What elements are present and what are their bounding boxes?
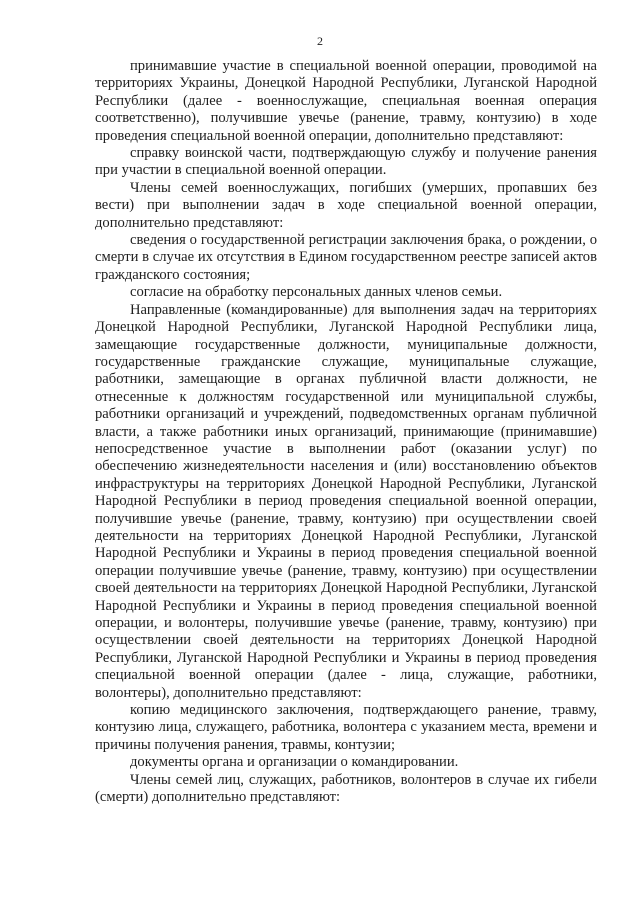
paragraph-family-members: Члены семей военнослужащих, погибших (умерших, пропавших без вести) при выполнении задач в ходе специальной военной операции, дополнительно представляют: <box>95 179 597 231</box>
paragraph-seconded-persons: Направленные (командированные) для выполнения задач на территориях Донецкой Народной Республики, Луганской Народной Республики лица, замещающие государственные должности, муниципальные должности, государственные гражданские служащие, муниципальные служащие, работники, замещающие в органах публичной власти должности, не отнесенные к должностям государственной или муниципальной службы, работники организаций и учреждений, подведомственных органам публичной власти, а также работники иных организаций, принимающие (принимавшие) непосредственное участие в выполнении работ (оказании услуг) по обеспечению жизнедеятельности населения и (или) восстановлению объектов инфраструктуры на территориях Донецкой Народной Республики, Луганской Народной Республики в период проведения специальной военной операции, получившие увечье (ранение, травму, контузию) при осуществлении своей деятельности на территориях Донецкой Народной Республики, Луганской Народной Республики и Украины в период проведения специальной военной операции получившие увечье (ранение, травму, контузию) при осуществлении своей деятельности на территориях Донецкой Народной Республики, Луганской Народной Республики и Украины в период проведения специальной военной операции, и волонтеры, получившие увечье (ранение, травму, контузию) при осуществлении своей деятельности на территориях Донецкой Народной Республики, Луганской Народной Республики и Украины в период проведения специальной военной операции (далее - лица, служащие, работники, волонтеры), дополнительно представляют: <box>95 301 597 701</box>
paragraph-families-of-deceased: Члены семей лиц, служащих, работников, волонтеров в случае их гибели (смерти) дополнительно представляют: <box>95 771 597 806</box>
document-body <box>95 58 597 806</box>
page-number: 2 <box>317 34 323 48</box>
paragraph-secondment-documents: документы органа и организации о командировании. <box>130 754 459 771</box>
paragraph-civil-registry: сведения о государственной регистрации заключения брака, о рождении, о смерти в случае их отсутствия в Едином государственном реестре записей актов гражданского состояния; <box>95 232 597 283</box>
paragraph-medical-report: копию медицинского заключения, подтверждающего ранение, травму, контузию лица, служащего, работника, волонтера с указанием места, времени и причины получения ранения, травмы, контузии; <box>95 702 597 753</box>
paragraph-military-personnel: принимавшие участие в специальной военной операции, проводимой на территориях Украины, Донецкой Народной Республики, Луганской Народной Республики (далее - военнослужащие, специальная военная операция соответственно), получившие увечье (ранение, травму, контузию) в ходе проведения специальной военной операции, дополнительно представляют: <box>95 58 597 144</box>
paragraph-unit-certificate: справку воинской части, подтверждающую службу и получение ранения при участии в специальной военной операции. <box>95 145 597 179</box>
paragraph-data-consent: согласие на обработку персональных данных членов семьи. <box>130 284 503 301</box>
